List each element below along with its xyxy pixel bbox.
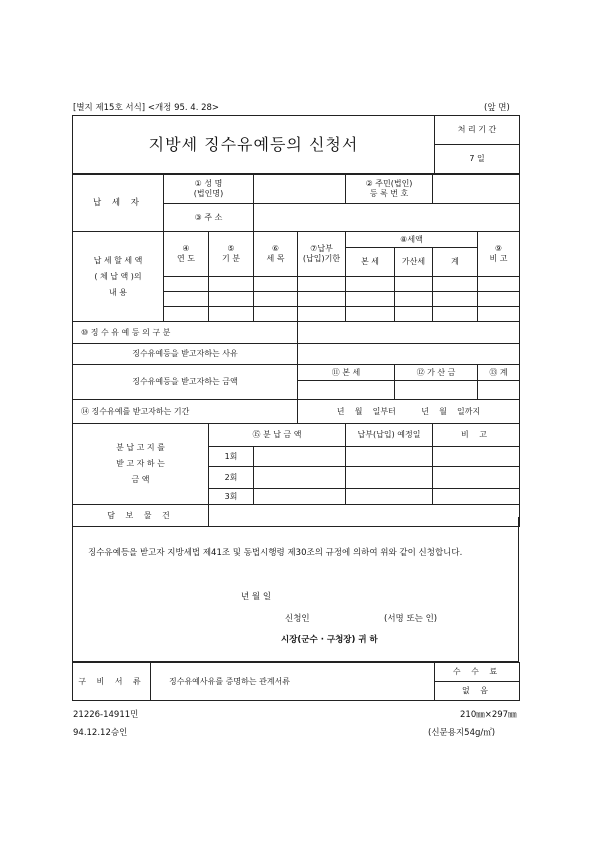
registration-number-label: ② 주민(법인) 등 록 번 호 [346,175,433,204]
tax-amount-group-header: ⑧세액 [346,232,478,248]
surcharge-amount-label: ⑫ 가 산 금 [395,365,478,381]
deferral-type-field[interactable] [298,322,520,344]
surcharge-amount-field[interactable] [395,381,478,400]
principal-amount-label: ⑪ 본 세 [298,365,395,381]
footer-table [72,662,520,701]
fee-label: 수 수 료 [435,663,520,682]
installment-note-header: 비 고 [433,424,520,447]
approval-date: 94.12.12승인 [73,728,128,738]
processing-period-value: 7 일 [435,145,520,174]
form-title-cell [73,116,435,174]
form-title: 지방세 징수유예등의 신청서 [148,134,359,154]
tax-contents-label: 납 세 할 세 액 ( 체 납 액 )의 내 용 [73,232,164,322]
addressee: 시장(군수 · 구청장) 귀 하 [281,635,378,645]
declaration-box [72,517,519,662]
paper-type: (신문용지54g/㎡) [428,728,496,738]
total-column-header: 계 [433,248,478,277]
registration-number-field[interactable] [433,175,520,204]
form-number: [별지 제15호 서식] <개정 95. 4. 28> [73,103,220,113]
total-amount-field[interactable] [478,381,520,400]
required-docs-value: 징수유예사유를 증명하는 관계서류 [151,663,435,701]
collateral-label: 담 보 물 건 [73,505,209,527]
installment-round-label: 1회 [209,447,254,467]
note-column-header: ⑨ 비 고 [478,232,520,277]
address-field[interactable] [254,204,520,232]
signature-placeholder[interactable]: (서명 또는 인) [384,614,438,624]
paper-size: 210㎜×297㎜ [460,710,517,720]
period-column-header: ⑤ 기 분 [209,232,254,277]
title-table [72,115,520,174]
year-column-header: ④ 연 도 [164,232,209,277]
principal-tax-column-header: 본 세 [346,248,395,277]
form-code: 21226-14911민 [73,710,139,720]
installment-due-header: 납부(납입) 예정일 [346,424,433,447]
page-side: (앞 면) [484,103,510,113]
fee-value: 없 음 [435,682,520,701]
name-field[interactable] [254,175,346,204]
principal-amount-field[interactable] [298,381,395,400]
applicant-label: 신청인 [285,614,310,624]
surcharge-column-header: 가산세 [395,248,433,277]
address-label: ③ 주 소 [164,204,254,232]
name-label: ① 성 명 (법인명) [164,175,254,204]
installment-round-label: 2회 [209,467,254,489]
processing-period-label: 처 리 기 간 [435,116,520,145]
declaration-date[interactable]: 년 월 일 [241,592,272,602]
declaration-text: 징수유예등을 받고자 지방세법 제41조 및 동법시행령 제30조의 규정에 의하여 위와 같이 신청합니다. [88,548,463,558]
total-amount-label: ⑬ 계 [478,365,520,381]
deferral-period-field[interactable]: 년 월 일부터 년 월 일까지 [298,400,520,424]
taxpayer-label: 납 세 자 [73,175,164,232]
installment-label: 분 납 고 지 를 받 고 자 하 는 금 액 [73,424,209,505]
main-form-table [72,174,520,527]
deferral-reason-field[interactable] [298,344,520,365]
installment-round-label: 3회 [209,489,254,505]
deferral-amount-label: 징수유예등을 받고자하는 금액 [73,365,298,400]
tax-item-column-header: ⑥ 세 목 [254,232,298,277]
deferral-type-label: ⑩ 징 수 유 예 등 의 구 분 [73,322,298,344]
deferral-reason-label: 징수유예등을 받고자하는 사유 [73,344,298,365]
deferral-period-label: ⑭ 징수유예를 받고자하는 기간 [73,400,298,424]
due-date-column-header: ⑦납부 (납입)기한 [298,232,346,277]
installment-amount-header: ⑮ 분 납 금 액 [209,424,346,447]
required-docs-label: 구 비 서 류 [73,663,151,701]
